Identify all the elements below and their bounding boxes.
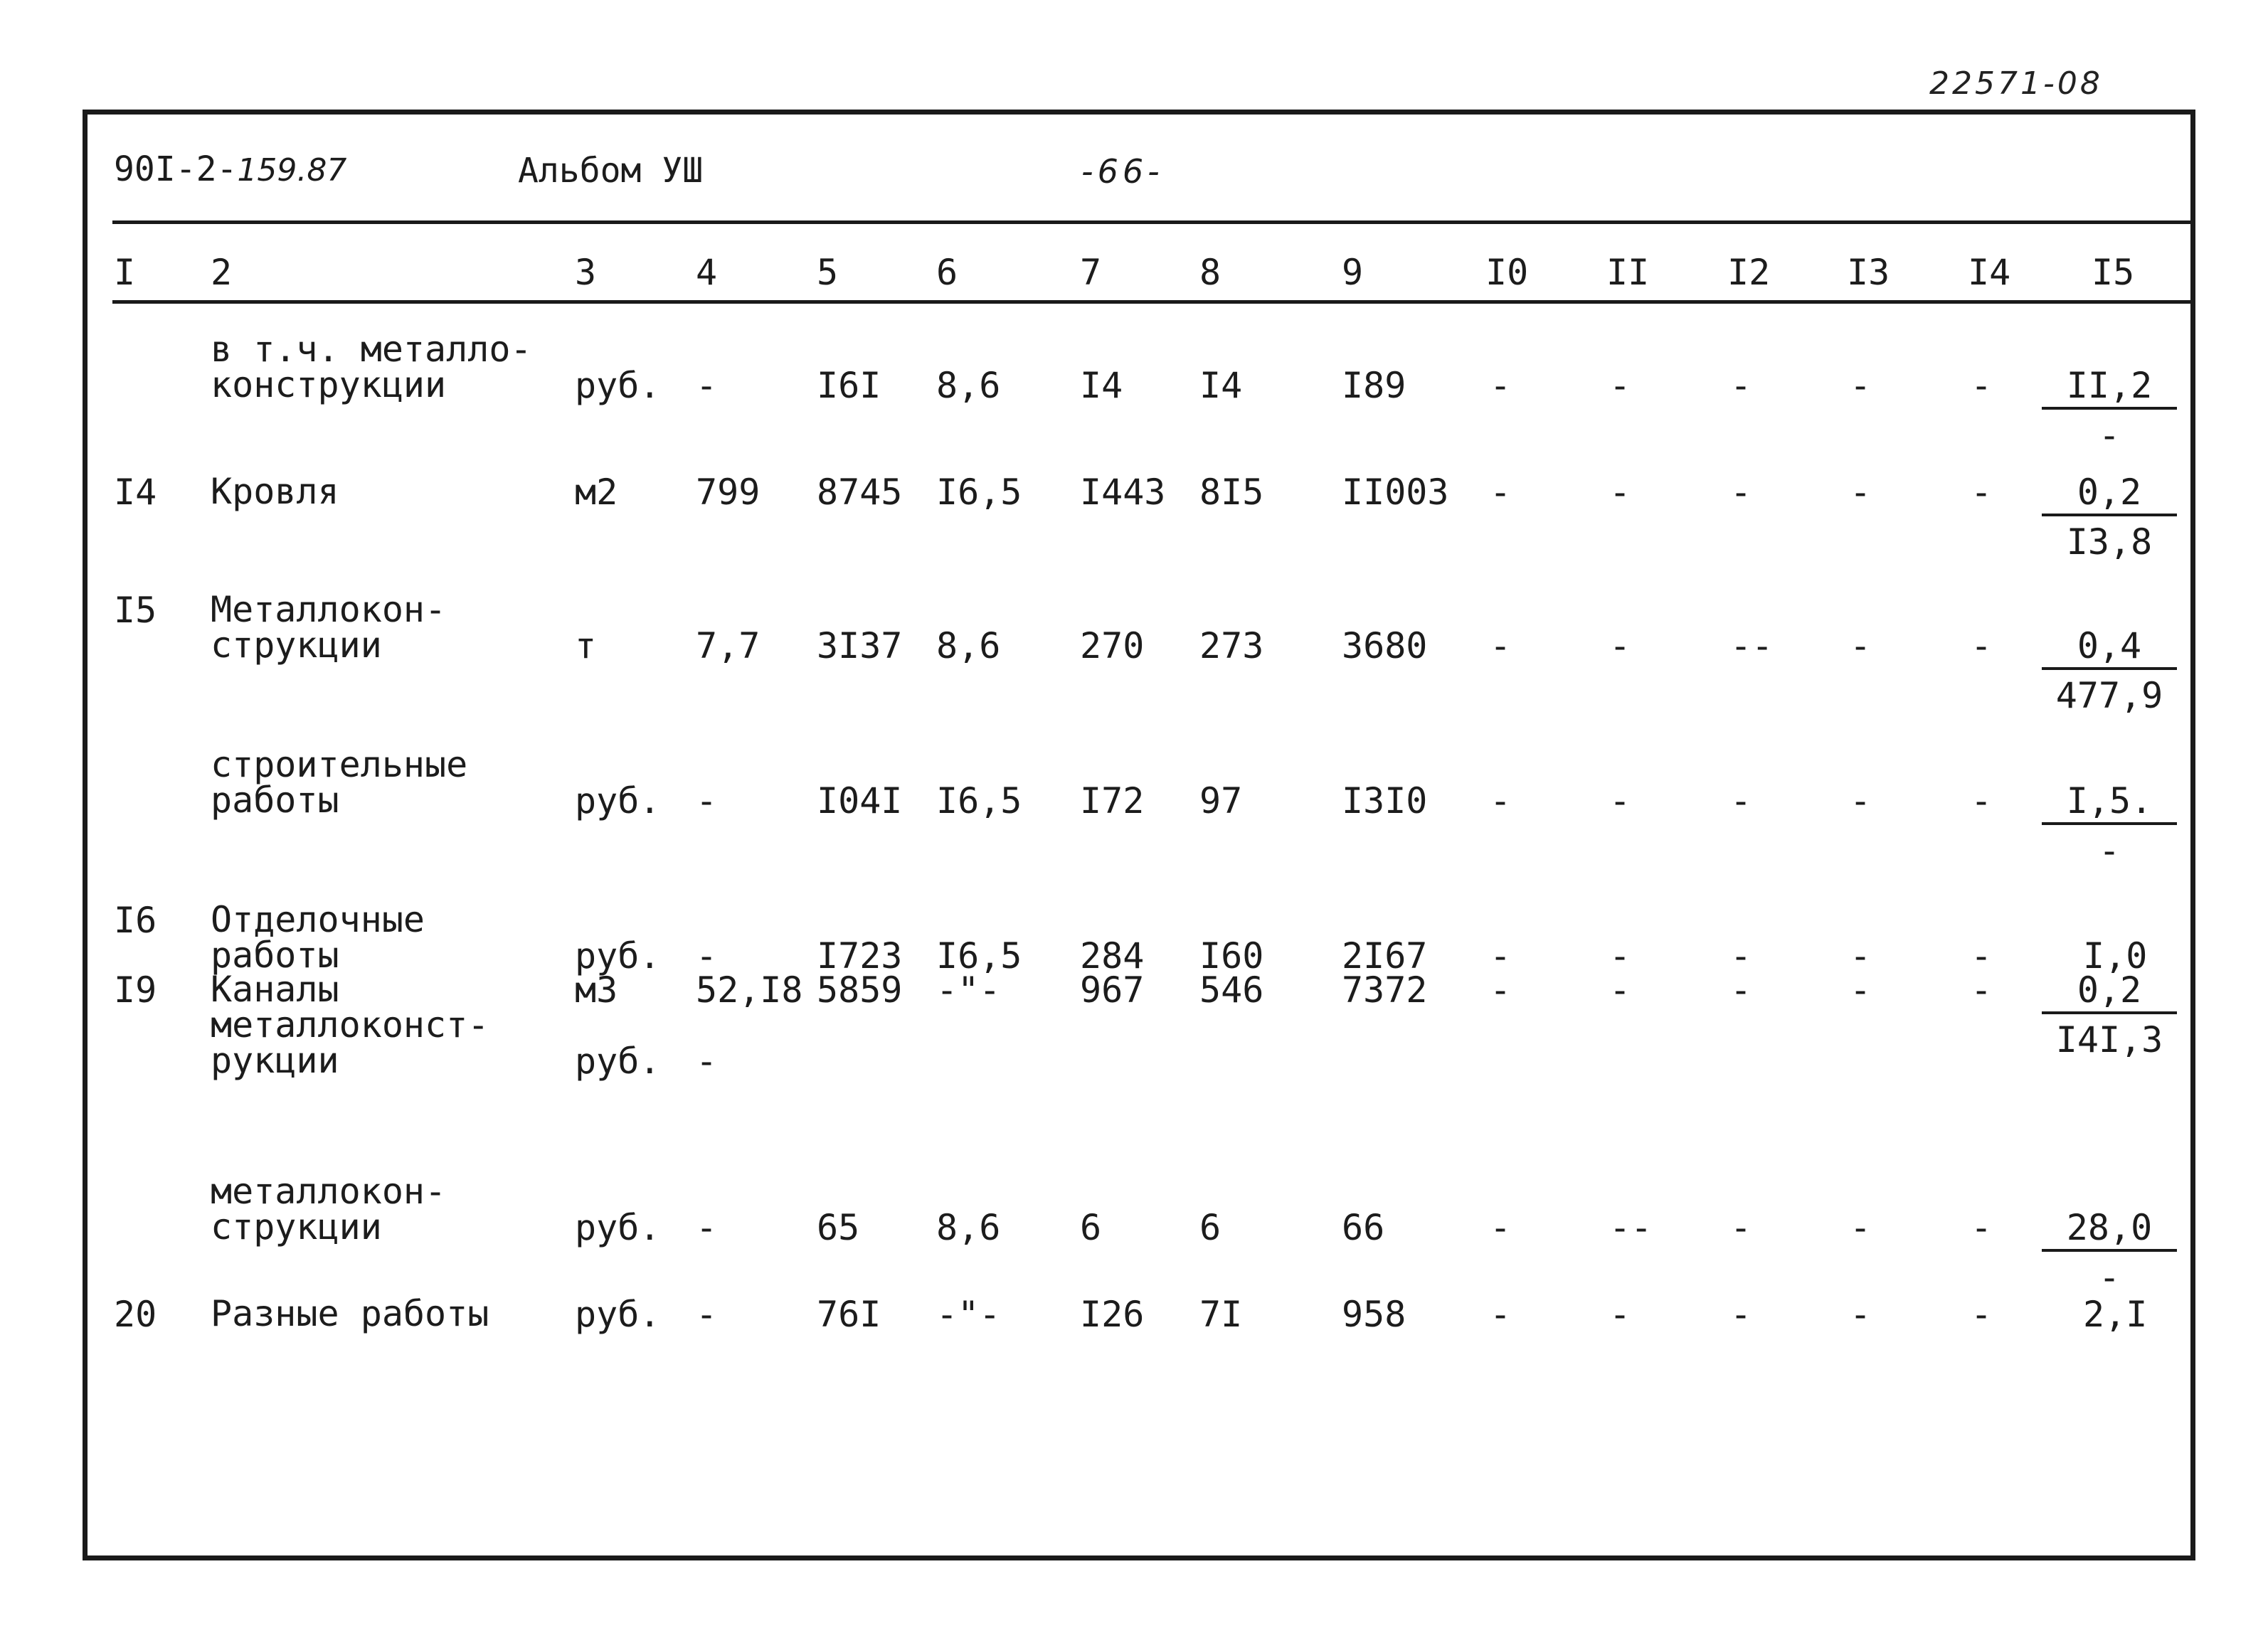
cell-col-14: - xyxy=(1971,780,1993,821)
row-name-line: Отделочные xyxy=(211,899,425,940)
cell-col-12: - xyxy=(1730,1207,1752,1248)
cell-col-5: 3I37 xyxy=(817,625,903,666)
cell-col-12: - xyxy=(1730,472,1752,513)
page-number: -66- xyxy=(1081,152,1164,191)
column-header-7: 7 xyxy=(1080,252,1102,293)
fraction-denominator: I4I,3 xyxy=(2055,1019,2163,1060)
column-header-10: I0 xyxy=(1485,252,1529,293)
cell-col-6: 8,6 xyxy=(936,365,1001,406)
cell-col-13: - xyxy=(1850,780,1872,821)
cell-col-4: - xyxy=(696,780,718,821)
cell-col-11: - xyxy=(1609,472,1631,513)
column-header-6: 6 xyxy=(936,252,958,293)
cell-col-4: - xyxy=(696,365,718,406)
cell-col-8: 8I5 xyxy=(1199,472,1264,513)
cell-col-14: - xyxy=(1971,1294,1993,1335)
cell-col-9: II003 xyxy=(1342,472,1449,513)
cell-col-7: I72 xyxy=(1080,780,1145,821)
column-header-1: I xyxy=(114,252,136,293)
cell-col-6: I6,5 xyxy=(936,935,1022,977)
cell-col-14: - xyxy=(1971,472,1993,513)
cell-col-8: 6 xyxy=(1199,1207,1222,1248)
row-name-line: работы xyxy=(211,935,339,976)
cell-col-12: - xyxy=(1730,969,1752,1011)
cell-col-15: 2,I xyxy=(2083,1294,2148,1335)
cell-col-9: I89 xyxy=(1342,365,1406,406)
cell-col-15-fraction xyxy=(2042,367,2177,454)
column-header-3: 3 xyxy=(575,252,597,293)
row-name-line: работы xyxy=(211,780,339,821)
cell-col-9: 958 xyxy=(1342,1294,1406,1335)
cell-col-5: I6I xyxy=(817,365,881,406)
cell-col-7: 6 xyxy=(1080,1207,1102,1248)
cell-col-13: - xyxy=(1850,365,1872,406)
cell-col-7: I4 xyxy=(1080,365,1123,406)
row-number: I9 xyxy=(114,969,157,1011)
cell-col-7: 284 xyxy=(1080,935,1145,977)
fraction-denominator: - xyxy=(2098,830,2121,871)
cell-col-4: - xyxy=(696,1207,718,1248)
cell-col-12: - xyxy=(1730,1294,1752,1335)
cell-col-12: -- xyxy=(1730,625,1774,666)
cell-col-15-fraction xyxy=(2042,782,2177,869)
cell-col-6: -"- xyxy=(936,1294,1001,1335)
header-rule-top xyxy=(112,220,2195,224)
column-header-13: I3 xyxy=(1847,252,1890,293)
cell-col-8: 546 xyxy=(1199,969,1264,1011)
row-name-line: металлокон- xyxy=(211,1171,447,1212)
unit-cell: руб. xyxy=(575,780,661,821)
cell-col-5: 76I xyxy=(817,1294,881,1335)
corner-archive-code: 22571-08 xyxy=(1929,65,2103,102)
page-frame xyxy=(83,110,2195,1560)
project-code-prefix: 90I-2- xyxy=(114,149,238,189)
cell-col-7: I26 xyxy=(1080,1294,1145,1335)
unit-cell-secondary: руб. xyxy=(575,1041,661,1082)
unit-cell: руб. xyxy=(575,935,661,977)
album-label: Альбом УШ xyxy=(518,151,704,191)
cell-col-11: - xyxy=(1609,1294,1631,1335)
fraction-denominator: I3,8 xyxy=(2066,521,2153,563)
cell-col-6: I6,5 xyxy=(936,472,1022,513)
unit-cell: руб. xyxy=(575,1207,661,1248)
cell-col-5: I723 xyxy=(817,935,903,977)
cell-col-14: - xyxy=(1971,365,1993,406)
cell-col-11: - xyxy=(1609,969,1631,1011)
cell-col-5: 65 xyxy=(817,1207,860,1248)
cell-col-8: I4 xyxy=(1199,365,1243,406)
cell-col-11: - xyxy=(1609,935,1631,977)
cell-col-6: -"- xyxy=(936,969,1001,1011)
cell-col-6: 8,6 xyxy=(936,1207,1001,1248)
cell-col-15-fraction xyxy=(2042,1209,2177,1296)
cell-col-10: - xyxy=(1490,472,1512,513)
cell-col-4: 52,I8 xyxy=(696,969,803,1011)
fraction-numerator: II,2 xyxy=(2042,367,2177,410)
cell-col-11: - xyxy=(1609,780,1631,821)
cell-col-15-fraction xyxy=(2042,969,2177,1060)
cell-col-12: - xyxy=(1730,365,1752,406)
cell-col-7: I443 xyxy=(1080,472,1166,513)
cell-col-4-secondary: - xyxy=(696,1041,718,1082)
fraction-denominator: - xyxy=(2098,415,2121,456)
unit-cell: м3 xyxy=(575,969,618,1011)
project-code xyxy=(114,149,346,189)
fraction-numerator: I,5. xyxy=(2042,782,2177,825)
cell-col-4: 7,7 xyxy=(696,625,761,666)
cell-col-7: 270 xyxy=(1080,625,1145,666)
cell-col-10: - xyxy=(1490,780,1512,821)
cell-col-6: I6,5 xyxy=(936,780,1022,821)
cell-col-11: -- xyxy=(1609,1207,1653,1248)
row-name-line: Разные работы xyxy=(211,1293,489,1334)
cell-col-15-fraction xyxy=(2042,472,2177,563)
row-number: I4 xyxy=(114,472,157,513)
cell-col-9: 2I67 xyxy=(1342,935,1428,977)
cell-col-12: - xyxy=(1730,935,1752,977)
cell-col-10: - xyxy=(1490,935,1512,977)
cell-col-14: - xyxy=(1971,1207,1993,1248)
cell-col-9: 66 xyxy=(1342,1207,1385,1248)
project-code-suffix: 159.87 xyxy=(237,152,347,188)
cell-col-10: - xyxy=(1490,969,1512,1011)
cell-col-8: I60 xyxy=(1199,935,1264,977)
row-number: I6 xyxy=(114,900,157,941)
column-header-12: I2 xyxy=(1727,252,1771,293)
row-name-line: Металлокон- xyxy=(211,589,447,630)
fraction-numerator: 0,4 xyxy=(2042,627,2177,670)
cell-col-15: I,0 xyxy=(2083,935,2148,977)
cell-col-11: - xyxy=(1609,625,1631,666)
column-header-9: 9 xyxy=(1342,252,1364,293)
cell-col-13: - xyxy=(1850,1207,1872,1248)
cell-col-8: 7I xyxy=(1199,1294,1243,1335)
cell-col-13: - xyxy=(1850,935,1872,977)
column-header-15: I5 xyxy=(2092,252,2135,293)
cell-col-12: - xyxy=(1730,780,1752,821)
fraction-numerator: 28,0 xyxy=(2042,1209,2177,1252)
cell-col-5: 5859 xyxy=(817,969,903,1011)
cell-col-13: - xyxy=(1850,1294,1872,1335)
cell-col-5: I04I xyxy=(817,780,903,821)
row-name-line: строительные xyxy=(211,744,468,785)
cell-col-9: I3I0 xyxy=(1342,780,1428,821)
unit-cell: руб. xyxy=(575,365,661,406)
row-name-line: рукции xyxy=(211,1040,339,1081)
cell-col-14: - xyxy=(1971,935,1993,977)
fraction-denominator: 477,9 xyxy=(2055,675,2163,716)
column-header-14: I4 xyxy=(1968,252,2011,293)
row-name-line: в т.ч. металло- xyxy=(211,329,532,370)
cell-col-9: 3680 xyxy=(1342,625,1428,666)
cell-col-14: - xyxy=(1971,625,1993,666)
row-name-line: Каналы xyxy=(211,969,339,1010)
cell-col-4: - xyxy=(696,935,718,977)
cell-col-4: 799 xyxy=(696,472,761,513)
header-rule-bottom xyxy=(112,300,2195,304)
row-name-line: металлоконст- xyxy=(211,1004,489,1046)
cell-col-13: - xyxy=(1850,472,1872,513)
fraction-numerator: 0,2 xyxy=(2042,972,2177,1014)
cell-col-10: - xyxy=(1490,365,1512,406)
fraction-numerator: 0,2 xyxy=(2042,474,2177,516)
cell-col-8: 97 xyxy=(1199,780,1243,821)
row-name-line: конструкции xyxy=(211,364,447,405)
unit-cell: руб. xyxy=(575,1294,661,1335)
cell-col-5: 8745 xyxy=(817,472,903,513)
cell-col-8: 273 xyxy=(1199,625,1264,666)
cell-col-13: - xyxy=(1850,625,1872,666)
unit-cell: т xyxy=(575,625,597,666)
row-number: I5 xyxy=(114,590,157,631)
cell-col-6: 8,6 xyxy=(936,625,1001,666)
column-header-5: 5 xyxy=(817,252,839,293)
cell-col-10: - xyxy=(1490,1294,1512,1335)
row-number: 20 xyxy=(114,1294,157,1335)
row-name-line: струкции xyxy=(211,624,382,666)
cell-col-11: - xyxy=(1609,365,1631,406)
column-header-2: 2 xyxy=(211,252,233,293)
cell-col-9: 7372 xyxy=(1342,969,1428,1011)
fraction-denominator: - xyxy=(2098,1257,2121,1298)
cell-col-13: - xyxy=(1850,969,1872,1011)
row-name-line: Кровля xyxy=(211,471,339,512)
cell-col-10: - xyxy=(1490,1207,1512,1248)
column-header-11: II xyxy=(1606,252,1650,293)
unit-cell: м2 xyxy=(575,472,618,513)
cell-col-15-fraction xyxy=(2042,627,2177,714)
cell-col-4: - xyxy=(696,1294,718,1335)
cell-col-14: - xyxy=(1971,969,1993,1011)
row-name-line: струкции xyxy=(211,1206,382,1248)
cell-col-7: 967 xyxy=(1080,969,1145,1011)
column-header-8: 8 xyxy=(1199,252,1222,293)
cell-col-10: - xyxy=(1490,625,1512,666)
column-header-4: 4 xyxy=(696,252,718,293)
